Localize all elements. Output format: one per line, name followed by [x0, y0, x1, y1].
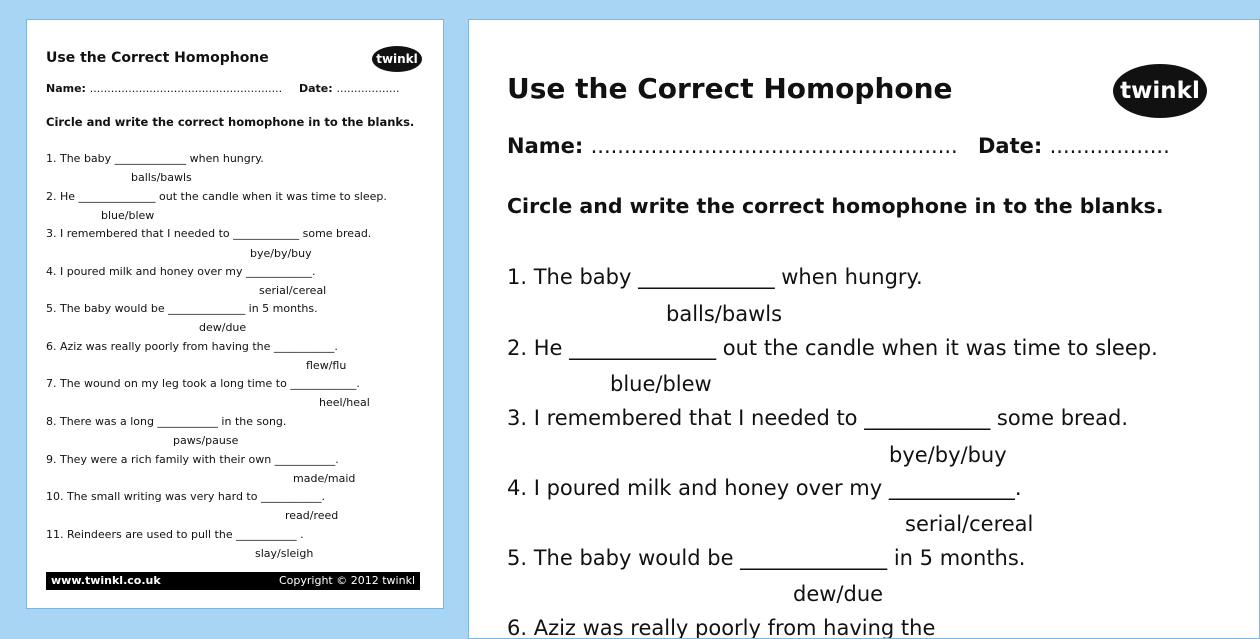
worksheet-title: Use the Correct Homophone: [46, 50, 269, 66]
date-dots: ..................: [1049, 134, 1170, 158]
options-11: slay/sleigh: [255, 547, 314, 560]
question-8: 8. There was a long ___________ in the song.: [46, 415, 287, 428]
date-field: [978, 134, 1170, 158]
footer-website: www.twinkl.co.uk: [51, 574, 161, 587]
logo-text: twinkl: [376, 52, 418, 66]
options-4: serial/cereal: [905, 512, 1034, 536]
question-1: 1. The baby _____________ when hungry.: [46, 152, 264, 165]
question-3: 3. I remembered that I needed to ____________ some bread.: [46, 227, 372, 240]
options-7: heel/heal: [319, 396, 370, 409]
question-4: 4. I poured milk and honey over my ____________.: [46, 265, 316, 278]
question-4: 4. I poured milk and honey over my ____________.: [507, 476, 1022, 500]
question-11: 11. Reindeers are used to pull the ___________ .: [46, 528, 304, 541]
question-3: 3. I remembered that I needed to ____________ some bread.: [507, 406, 1129, 430]
footer-bar: [46, 572, 420, 590]
question-1: 1. The baby _____________ when hungry.: [507, 265, 923, 289]
options-2: blue/blew: [610, 372, 712, 396]
options-8: paws/pause: [173, 434, 239, 447]
name-field: [507, 134, 958, 158]
date-label: Date:: [978, 134, 1043, 158]
date-dots: ..................: [336, 82, 400, 95]
question-7: 7. The wound on my leg took a long time to ____________.: [46, 377, 360, 390]
options-6: flew/flu: [306, 359, 347, 372]
options-4: serial/cereal: [259, 284, 327, 297]
worksheet-title: Use the Correct Homophone: [507, 72, 953, 105]
question-5: 5. The baby would be ______________ in 5 months.: [46, 302, 318, 315]
options-2: blue/blew: [101, 209, 155, 222]
worksheet-zoomed[interactable]: [468, 19, 1260, 639]
date-field: [299, 82, 399, 95]
name-label: Name:: [507, 134, 584, 158]
name-dots: .......................................................: [89, 82, 283, 95]
name-label: Name:: [46, 82, 86, 95]
logo-text: twinkl: [1120, 78, 1200, 104]
question-10: 10. The small writing was very hard to ___________.: [46, 490, 325, 503]
question-6: 6. Aziz was really poorly from having the: [507, 616, 936, 639]
twinkl-logo: [372, 46, 422, 72]
question-5: 5. The baby would be ______________ in 5 months.: [507, 546, 1026, 570]
footer-copyright: Copyright © 2012 twinkl: [279, 574, 415, 587]
instruction-text: Circle and write the correct homophone in to the blanks.: [46, 115, 415, 129]
question-6: 6. Aziz was really poorly from having the ___________.: [46, 340, 338, 353]
options-5: dew/due: [199, 321, 247, 334]
instruction-text: Circle and write the correct homophone in to the blanks.: [507, 194, 1164, 218]
options-1: balls/bawls: [666, 302, 783, 326]
options-3: bye/by/buy: [250, 247, 312, 260]
question-2: 2. He ______________ out the candle when it was time to sleep.: [46, 190, 387, 203]
twinkl-logo: [1113, 64, 1207, 118]
options-3: bye/by/buy: [889, 443, 1007, 467]
name-field: [46, 82, 282, 95]
question-9: 9. They were a rich family with their own ___________.: [46, 453, 339, 466]
name-dots: .......................................................: [590, 134, 958, 158]
options-10: read/reed: [285, 509, 339, 522]
worksheet-thumbnail[interactable]: [26, 19, 444, 609]
options-5: dew/due: [793, 582, 884, 606]
question-2: 2. He ______________ out the candle when it was time to sleep.: [507, 336, 1158, 360]
options-9: made/maid: [293, 472, 356, 485]
date-label: Date:: [299, 82, 333, 95]
options-1: balls/bawls: [131, 171, 192, 184]
